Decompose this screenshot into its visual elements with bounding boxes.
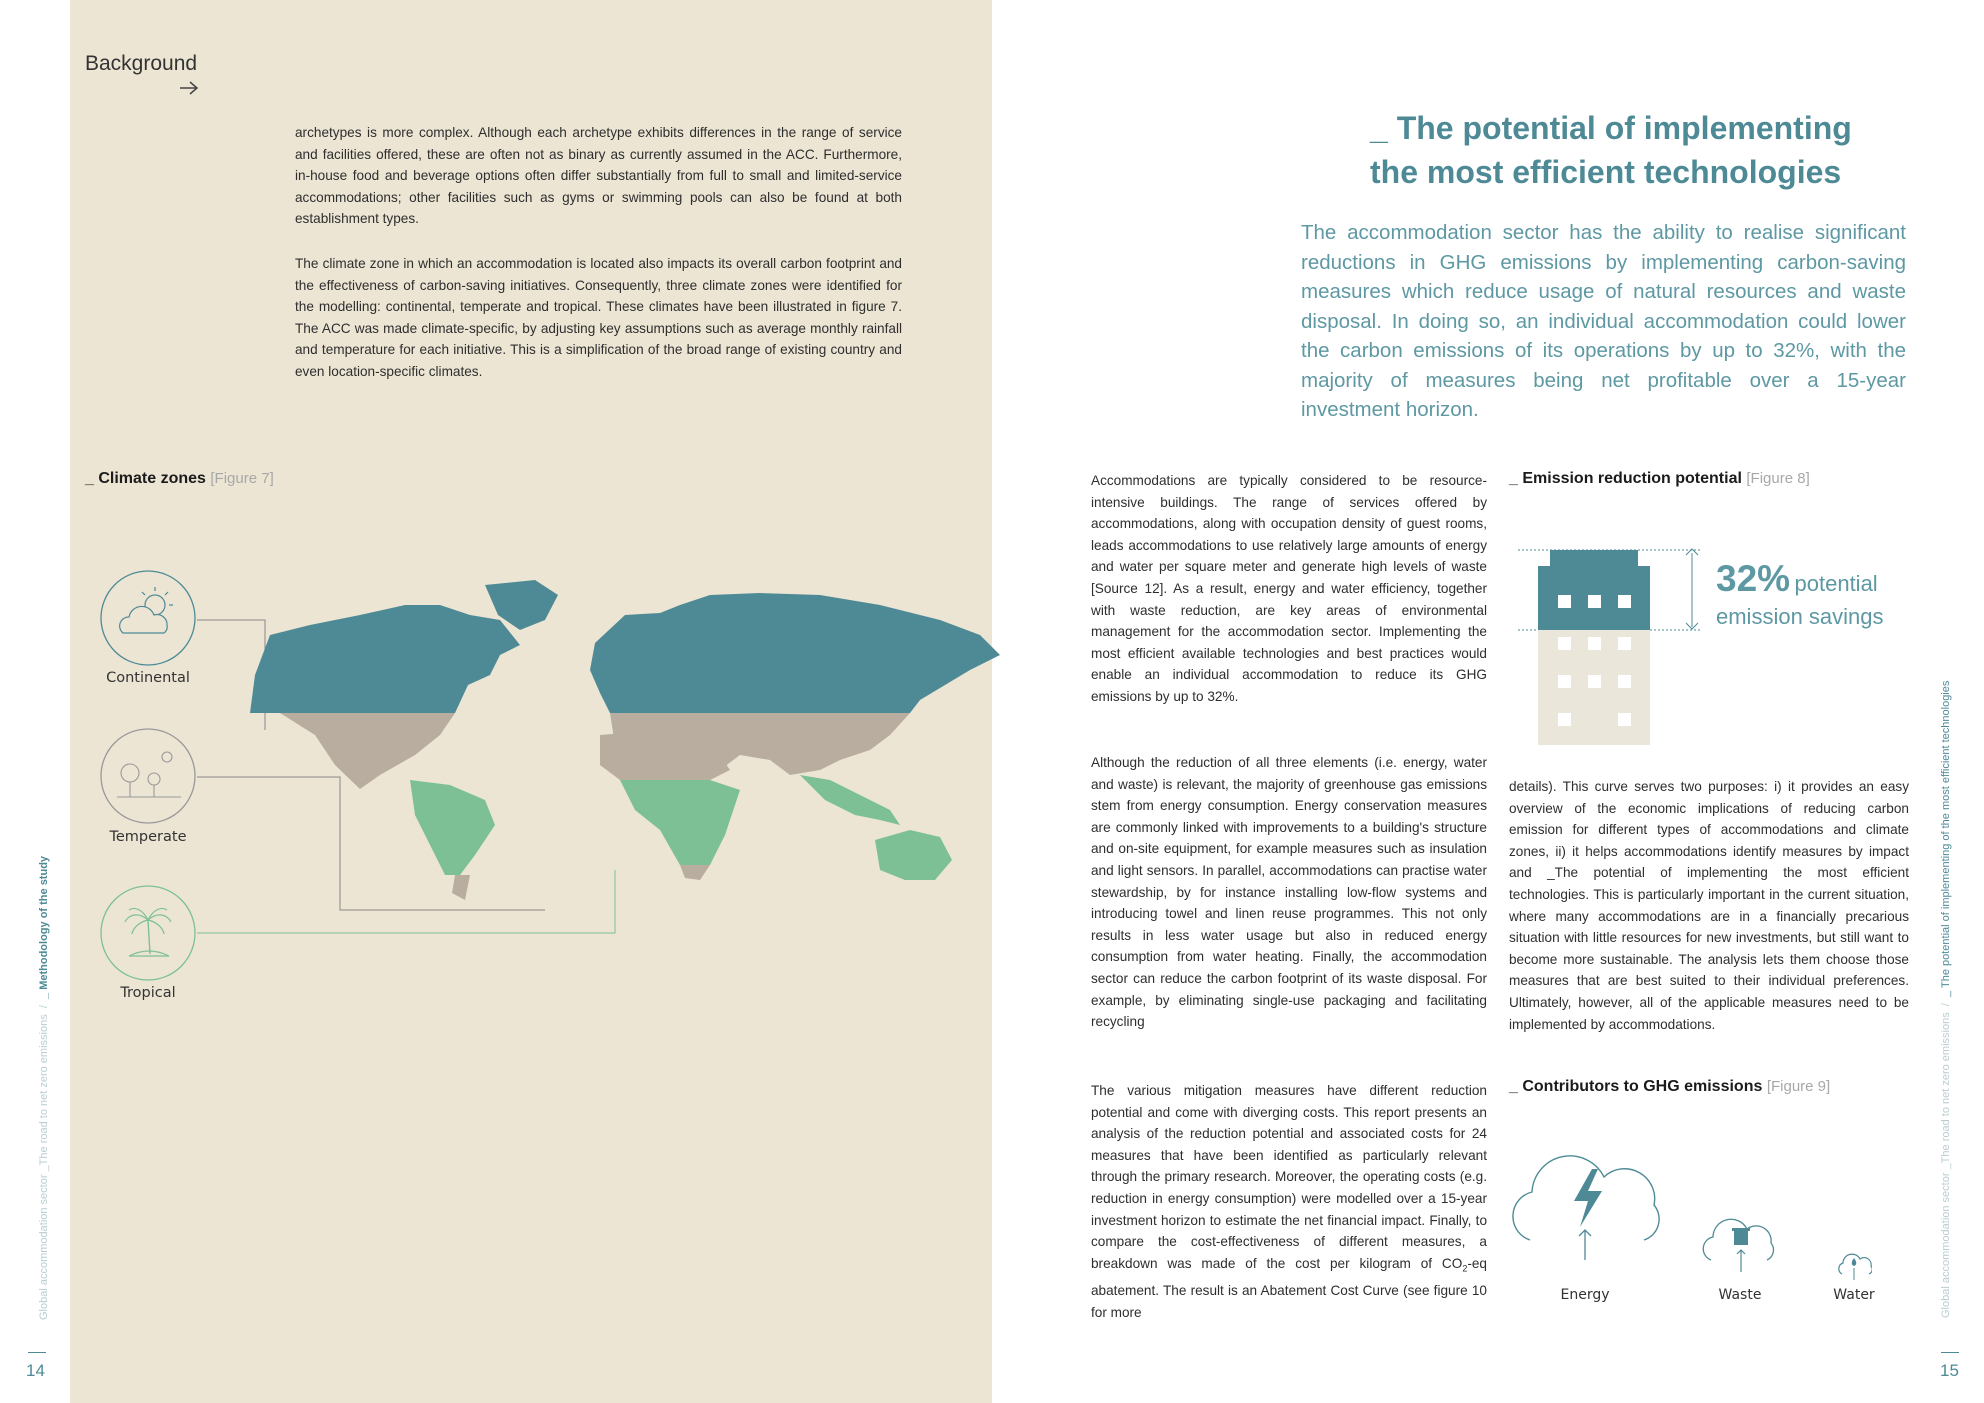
- waste-cloud-icon: [1697, 1208, 1785, 1273]
- contributor-label-waste: Waste: [1718, 1287, 1762, 1303]
- water-cloud-icon: [1836, 1250, 1872, 1280]
- col1-paragraph-1: Accommodations are typically considered to be resource-intensive buildings. The range of services offered by accommodations, along with occupation density of guest rooms, leads accommodations to use relatively large amounts of energy and water per square meter and generate high levels of waste [Source 12]. As a result, energy and water efficiency, together with waste reduction, are key areas of environmental management for the accommodation sector. Implementing the most efficient available technologies and best practices would enable an individual accommodation to reduce its GHG emissions by up to 32%.: [1091, 473, 1487, 704]
- side-running-title: Global accommodation sector _The road to net zero emissions / _ Methodology of the study: [38, 855, 50, 1320]
- zone-label-continental: Continental: [106, 670, 190, 686]
- side-running-title-right: Global accommodation sector _The road to net zero emissions / _ The potential of implementing of the most efficient technologies: [1940, 680, 1952, 1318]
- map-north-america-continental: [250, 605, 520, 713]
- emission-savings-stat: [1716, 558, 1884, 630]
- arrow-right-icon: [178, 80, 200, 96]
- col1-paragraph-3: The various mitigation measures have different reduction potential and come with diverging costs. This report presents an analysis of the reduction potential and associated costs for 24 measures that have been identified as particularly relevant through the primary research. Moreover, the operating costs (e.g. reduction in energy consumption) were modelled over a 15-year investment horizon to estimate the net financial impact. Finally, to compare the cost-effectiveness of different measures, a breakdown was made of the cost per kilogram of $CO_2-eq$ abatement. The result is an Abatement Cost Curve (see figure 10 for more: [1091, 1083, 1487, 1320]
- trees-sun-icon: [99, 727, 197, 825]
- energy-cloud-icon: [1500, 1135, 1675, 1260]
- page-number-left-rule: [28, 1352, 46, 1353]
- zone-label-tropical: Tropical: [120, 985, 176, 1001]
- section-label: Background: [85, 52, 198, 75]
- contributor-label-energy: Energy: [1560, 1287, 1610, 1303]
- map-africa-tropical: [620, 780, 740, 865]
- map-southern-tips: [452, 865, 710, 900]
- emission-savings-label2: emission savings: [1716, 604, 1884, 629]
- figure-title-ghg-contributors: _ Contributors to GHG emissions [Figure 9]: [1509, 1078, 1831, 1095]
- map-eurasia-continental: [590, 593, 1000, 713]
- page-number-right-rule: [1941, 1352, 1959, 1353]
- map-south-america-tropical: [410, 780, 495, 875]
- emission-savings-label1: potential: [1794, 571, 1878, 596]
- zone-label-temperate: Temperate: [109, 829, 187, 845]
- map-north-america-temperate: [280, 713, 455, 789]
- palm-tree-icon: [99, 884, 197, 982]
- page-title-line2: the most efficient technologies: [1370, 154, 1842, 190]
- page-number-left: 14: [26, 1361, 45, 1380]
- page-title: [1370, 106, 1852, 194]
- paragraph-archetypes: archetypes is more complex. Although each archetype exhibits differences in the range of service and facilities offered, these are often not as binary as currently assumed in the ACC. Furthermore, in-house food and beverage options often differ substantially from full to small and limited-service accommodations; other facilities such as gyms or swimming pools can also be found at both establishment types.: [295, 125, 902, 227]
- map-australia: [875, 830, 952, 880]
- building-icon: [1510, 545, 1710, 755]
- emission-savings-value: 32%: [1716, 558, 1791, 599]
- map-asia-tropical: [800, 775, 900, 825]
- figure-title-climate-zones: _ Climate zones [Figure 7]: [85, 470, 274, 487]
- cloud-sun-icon: [99, 569, 197, 667]
- left-page: [38, 0, 992, 1403]
- page-number-right: 15: [1940, 1361, 1959, 1380]
- contributor-label-water: Water: [1833, 1287, 1875, 1303]
- col2-paragraph-1: details). This curve serves two purposes: i) it provides an easy overview of the economic implications of reducing carbon emission for different types of accommodations and climate zones, ii) it helps accommodations identify measures by impact and _The potential of implementing the most efficient technologies. This is particularly important in the current situation, where many accommodations are in a financially precarious situation with little resources for new investments, but still want to become more sustainable. The analysis lets them choose those measures that are best suited to their individual preferences. Ultimately, however, all of the applicable measures need to be implemented by accommodations.: [1509, 779, 1909, 1032]
- page-title-line1: _ The potential of implementing: [1370, 110, 1852, 146]
- world-map-climate-zones: [240, 575, 1040, 905]
- intro-paragraph: The accommodation sector has the ability to realise significant reductions in GHG emissions by implementing carbon-saving measures which reduce usage of natural resources and waste disposal. In doing so, an individual accommodation could lower the carbon emissions of its operations by up to 32%, with the majority of measures being net profitable over a 15-year investment horizon.: [1301, 221, 1906, 421]
- paragraph-climate: The climate zone in which an accommodation is located also impacts its overall carbon footprint and the effectiveness of carbon-saving initiatives. Consequently, three climate zones were identified for the modelling: continental, temperate and tropical. These climates have been illustrated in figure 7. The ACC was made climate-specific, by adjusting key assumptions such as average monthly rainfall and temperature for each initiative. This is a simplification of the broad range of existing country and even location-specific climates.: [295, 256, 902, 379]
- figure-title-emission-reduction: _ Emission reduction potential [Figure 8]: [1509, 470, 1810, 487]
- col1-paragraph-2: Although the reduction of all three elements (i.e. energy, water and waste) is relevant, the majority of greenhouse gas emissions stem from energy consumption. Energy conservation measures are commonly linked with improvements to a building's structure and on-site equipment, for example measures such as insulation and light sensors. In parallel, accommodations can practise water stewardship, by for instance installing low-flow systems and introducing towel and linen reuse programmes. This not only results in less water usage but also in reduced energy consumption from water heating. Finally, the accommodation sector can reduce the carbon footprint of its waste disposal. For example, by eliminating single-use packaging and facilitating recycling: [1091, 755, 1487, 1030]
